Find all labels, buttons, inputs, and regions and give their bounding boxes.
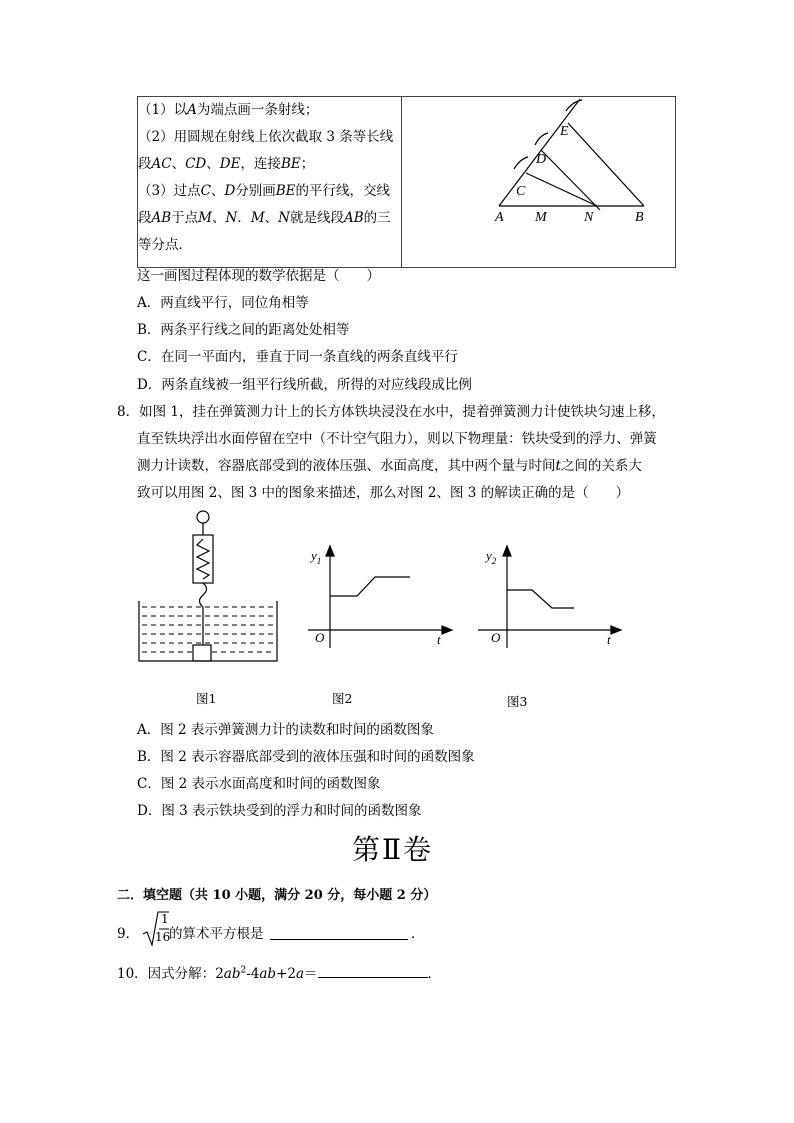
q7-step-3c: 等分点． <box>138 237 192 253</box>
q9-answer-blank[interactable] <box>270 923 408 940</box>
q7-steps-table <box>137 96 676 268</box>
q9-fraction-numerator: 1 <box>161 912 169 926</box>
q9-line <box>117 909 437 949</box>
q7-question: 这一画图过程体现的数学依据是（ ） <box>137 268 380 284</box>
label-m: M <box>535 210 547 225</box>
section-heading: 二．填空题（共 10 小题，满分 20 分，每小题 2 分） <box>117 888 437 903</box>
q7-step-3a: （3）过点C、D分别画BE的平行线，交线 <box>138 183 391 199</box>
q7-option-c: C．在同一平面内，垂直于同一条直线的两条直线平行 <box>137 349 458 365</box>
q8-option-c: C．图 2 表示水面高度和时间的函数图象 <box>137 776 381 792</box>
q8-fig3-caption: 图3 <box>507 694 528 709</box>
graph3-t-label: t <box>607 632 611 647</box>
label-c: C <box>516 184 526 199</box>
q7-step-2b: 段AC、CD、DE，连接BE； <box>138 156 315 172</box>
q8-option-b: B．图 2 表示容器底部受到的液体压强和时间的函数图象 <box>137 749 475 765</box>
q8-figure-3 <box>470 540 630 655</box>
q8-option-d: D．图 3 表示铁块受到的浮力和时间的函数图象 <box>137 803 422 819</box>
segment-be <box>568 123 644 206</box>
q7-option-a: A．两直线平行，同位角相等 <box>137 295 309 311</box>
q7-steps-cell <box>138 97 402 268</box>
q7-step-3b: 段AB于点M、N．M、N就是线段AB的三 <box>138 210 391 226</box>
q8-line-2: 直至铁块浮出水面停留在空中（不计空气阻力），则以下物理量：铁块受到的浮力、弹簧 <box>137 431 657 447</box>
label-a: A <box>495 210 504 225</box>
q9-end: ． <box>411 926 425 942</box>
q9-text: 的算术平方根是 <box>169 926 264 942</box>
q8-line-1: 8．如图 1，挂在弹簧测力计上的长方体铁块浸没在水中，提着弹簧测力计使铁块匀速上移， <box>117 404 665 420</box>
graph-2-line <box>330 577 410 596</box>
graph3-y-label: $y_2$ <box>486 548 497 566</box>
graph-3-line <box>507 590 574 608</box>
q8-option-a: A．图 2 表示弹簧测力计的读数和时间的函数图象 <box>137 722 434 738</box>
q8-figure-1 <box>132 505 282 670</box>
graph2-t-label: t <box>437 632 441 647</box>
q7-figure-cell <box>402 97 676 268</box>
q10-answer-blank[interactable] <box>318 963 428 978</box>
q9-fraction-denominator: 16 <box>155 930 171 944</box>
graph2-origin: O <box>315 630 325 645</box>
q8-line-3: 测力计读数，容器底部受到的液体压强、水面高度，其中两个量与时间t之间的关系大 <box>137 458 642 474</box>
parallel-through-d <box>541 150 600 210</box>
q8-line-4: 致可以用图 2、图 3 中的图象来描述，那么对图 2、图 3 的解读正确的是（ ） <box>137 485 630 501</box>
q9-number: 9． <box>117 926 140 942</box>
label-d: D <box>536 152 547 167</box>
label-b: B <box>635 210 644 225</box>
q10-line: 10．因式分解：$2ab^2-4ab+2a=$ ． <box>117 962 441 982</box>
label-e: E <box>560 124 569 139</box>
q7-construction-figure <box>402 97 674 263</box>
graph3-origin: O <box>491 630 501 645</box>
label-n: N <box>584 210 594 225</box>
q8-fig2-caption: 图2 <box>332 691 353 706</box>
q7-option-d: D．两条直线被一组平行线所截，所得的对应线段成比例 <box>137 377 472 393</box>
q8-figure-2 <box>300 540 460 655</box>
q7-option-b: B．两条平行线之间的距离处处相等 <box>137 322 350 338</box>
q8-fig1-caption: 图1 <box>196 691 217 706</box>
graph2-y-label: $y_1$ <box>311 548 322 566</box>
section-title: 第Ⅱ卷 <box>352 833 434 866</box>
q7-step-2a: （2）用圆规在射线上依次截取 3 条等长线 <box>138 129 394 145</box>
arc-c <box>514 157 528 169</box>
q7-step-1: （1）以A为端点画一条射线； <box>138 102 319 118</box>
arc-e <box>566 100 582 111</box>
parallel-through-c <box>526 173 597 206</box>
